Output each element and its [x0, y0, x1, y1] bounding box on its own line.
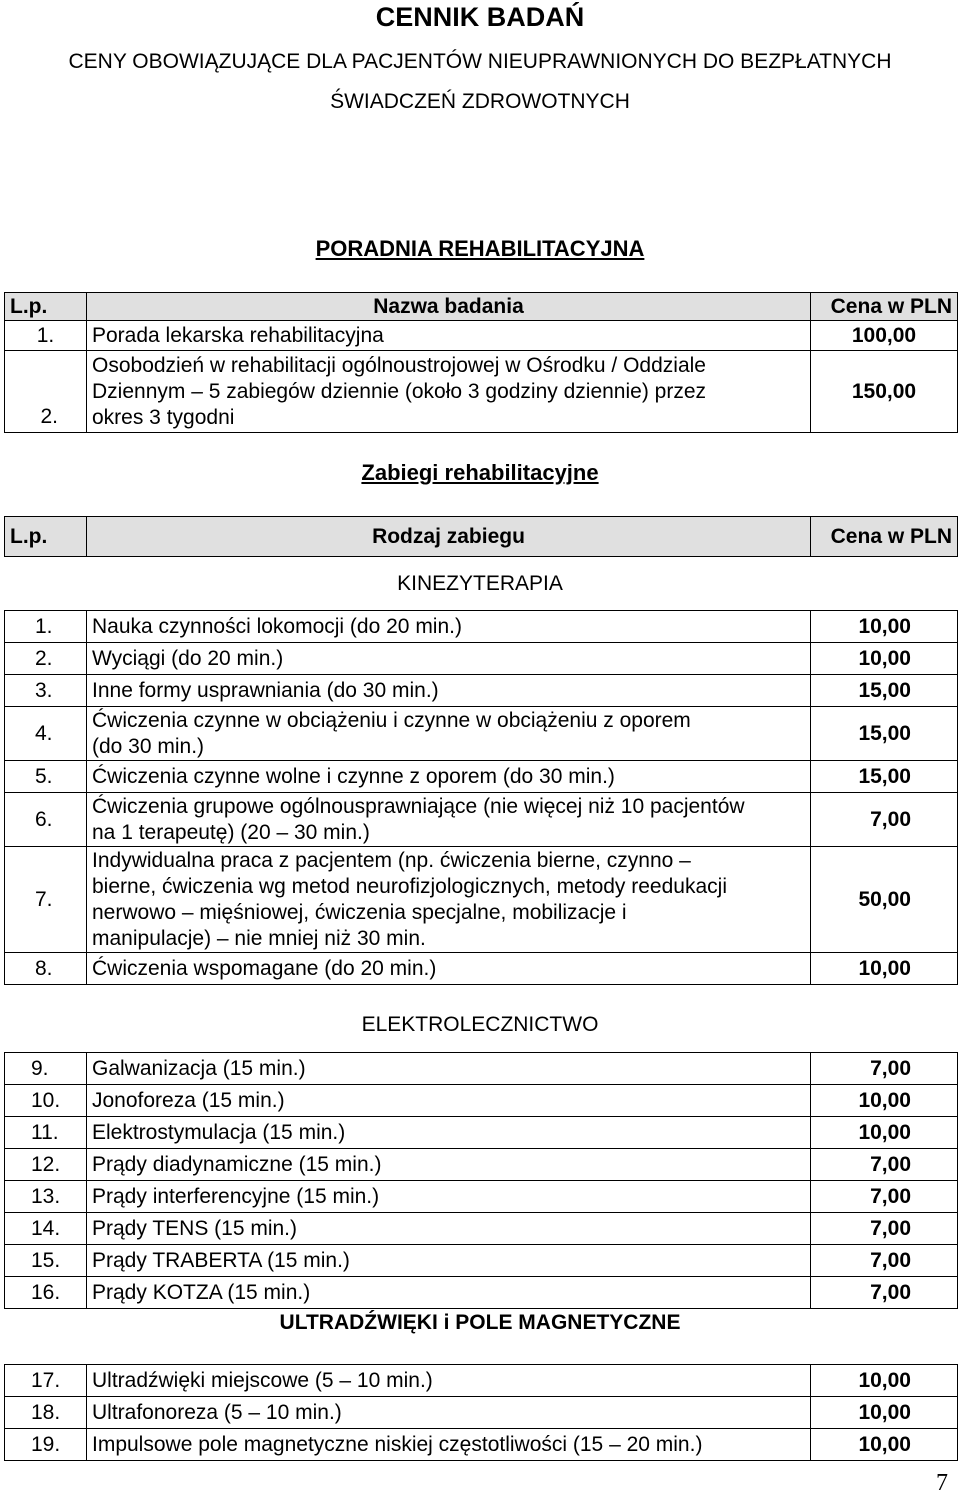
table-row — [5, 675, 958, 707]
row-name — [87, 351, 811, 433]
row-name-line: Inne formy usprawniania (do 30 min.) — [92, 678, 439, 702]
row-name-line: nerwowo – mięśniowej, ćwiczenia specjalne, mobilizacje i — [92, 900, 627, 924]
row-name-line: okres 3 tygodni — [92, 405, 235, 429]
row-lp: 13. — [5, 1181, 87, 1213]
row-name — [87, 1053, 811, 1085]
row-name-line: Dziennym – 5 zabiegów dziennie (około 3 godziny dziennie) przez — [92, 379, 707, 403]
header-lp: L.p. — [5, 517, 87, 557]
row-name-line: na 1 terapeutę) (20 – 30 min.) — [92, 820, 370, 844]
table-row — [5, 1149, 958, 1181]
row-name — [87, 1429, 811, 1461]
row-name — [87, 1365, 811, 1397]
row-name — [87, 793, 811, 847]
row-name-line: Prądy diadynamiczne (15 min.) — [92, 1152, 382, 1176]
row-name — [87, 1117, 811, 1149]
row-name — [87, 761, 811, 793]
table-row — [5, 1181, 958, 1213]
table-row — [5, 1429, 958, 1461]
row-name-line: manipulacje) – nie mniej niż 30 min. — [92, 926, 426, 950]
row-name-line: Prądy KOTZA (15 min.) — [92, 1280, 311, 1304]
table-row — [5, 1053, 958, 1085]
table-row — [5, 1213, 958, 1245]
row-name-line: Galwanizacja (15 min.) — [92, 1056, 306, 1080]
row-name — [87, 1213, 811, 1245]
table-row — [5, 847, 958, 953]
table-row — [5, 1397, 958, 1429]
kinezyterapia-table — [4, 610, 958, 985]
row-name-line: (do 30 min.) — [92, 734, 205, 758]
row-lp: 2. — [5, 643, 87, 675]
row-price: 15,00 — [811, 675, 958, 707]
row-price: 10,00 — [811, 1117, 958, 1149]
row-price: 150,00 — [811, 351, 958, 433]
table-row — [5, 953, 958, 985]
table-row — [5, 1277, 958, 1309]
row-price: 50,00 — [811, 847, 958, 953]
row-name-line: Ćwiczenia czynne w obciążeniu i czynne w obciążeniu z oporem — [92, 708, 691, 732]
row-price: 100,00 — [811, 321, 958, 351]
row-price: 7,00 — [811, 1213, 958, 1245]
row-price: 10,00 — [811, 953, 958, 985]
row-price: 15,00 — [811, 707, 958, 761]
subtitle-line-2: ŚWIADCZEŃ ZDROWOTNYCH — [330, 90, 630, 113]
header-price: Cena w PLN — [811, 517, 958, 557]
row-name-line: Prądy interferencyjne (15 min.) — [92, 1184, 380, 1208]
row-lp: 1. — [5, 321, 87, 351]
row-price: 7,00 — [811, 1053, 958, 1085]
ultradzwieki-title: ULTRADŹWIĘKI i POLE MAGNETYCZNE — [279, 1311, 681, 1334]
row-lp: 6. — [5, 793, 87, 847]
row-lp: 1. — [5, 611, 87, 643]
row-price: 7,00 — [811, 1149, 958, 1181]
zabiegi-header-table — [4, 516, 958, 557]
row-lp: 15. — [5, 1245, 87, 1277]
row-name — [87, 953, 811, 985]
poradnia-table — [4, 292, 958, 433]
table-row — [5, 761, 958, 793]
elektrolecznictwo-table — [4, 1052, 958, 1309]
row-name-line: Ćwiczenia czynne wolne i czynne z oporem (do 30 min.) — [92, 764, 615, 788]
row-price: 15,00 — [811, 761, 958, 793]
table-row — [5, 321, 958, 351]
row-name-line: Indywidualna praca z pacjentem (np. ćwiczenia bierne, czynno – — [92, 848, 691, 872]
table-row — [5, 1245, 958, 1277]
row-price: 10,00 — [811, 1365, 958, 1397]
row-lp: 7. — [5, 847, 87, 953]
table-header-row — [5, 517, 958, 557]
row-name — [87, 643, 811, 675]
row-lp: 11. — [5, 1117, 87, 1149]
row-name: Porada lekarska rehabilitacyjna — [87, 321, 811, 351]
row-lp: 2. — [5, 351, 87, 433]
row-name-line: bierne, ćwiczenia wg metod neurofizjologicznych, metody reedukacji — [92, 874, 727, 898]
table-row — [5, 707, 958, 761]
table-row — [5, 1365, 958, 1397]
row-name — [87, 1085, 811, 1117]
header-price: Cena w PLN — [811, 293, 958, 321]
table-row — [5, 351, 958, 433]
row-name-line: Ultrafonoreza (5 – 10 min.) — [92, 1400, 342, 1424]
row-name — [87, 611, 811, 643]
table-row — [5, 1117, 958, 1149]
row-name — [87, 1181, 811, 1213]
row-name-line: Prądy TENS (15 min.) — [92, 1216, 298, 1240]
row-price: 7,00 — [811, 793, 958, 847]
row-price: 7,00 — [811, 1181, 958, 1213]
row-name — [87, 1149, 811, 1181]
row-lp: 14. — [5, 1213, 87, 1245]
ultradzwieki-table — [4, 1364, 958, 1461]
row-name-line: Osobodzień w rehabilitacji ogólnoustrojowej w Ośrodku / Oddziale — [92, 353, 706, 377]
section-zabiegi-title: Zabiegi rehabilitacyjne — [361, 460, 599, 485]
table-row — [5, 1085, 958, 1117]
page-number: 7 — [936, 1470, 948, 1496]
row-name — [87, 707, 811, 761]
row-lp: 17. — [5, 1365, 87, 1397]
row-lp: 12. — [5, 1149, 87, 1181]
row-name — [87, 847, 811, 953]
row-lp: 19. — [5, 1429, 87, 1461]
row-name-line: Nauka czynności lokomocji (do 20 min.) — [92, 614, 462, 638]
row-lp: 18. — [5, 1397, 87, 1429]
row-lp: 8. — [5, 953, 87, 985]
row-price: 10,00 — [811, 1085, 958, 1117]
subtitle-line-1: CENY OBOWIĄZUJĄCE DLA PACJENTÓW NIEUPRAWNIONYCH DO BEZPŁATNYCH — [68, 50, 892, 73]
row-lp: 5. — [5, 761, 87, 793]
row-price: 10,00 — [811, 611, 958, 643]
row-price: 10,00 — [811, 643, 958, 675]
row-name — [87, 1277, 811, 1309]
row-name-line: Impulsowe pole magnetyczne niskiej częstotliwości (15 – 20 min.) — [92, 1432, 703, 1456]
section-poradnia-title: PORADNIA REHABILITACYJNA — [315, 236, 645, 261]
row-price: 7,00 — [811, 1245, 958, 1277]
row-name — [87, 1397, 811, 1429]
table-row — [5, 643, 958, 675]
row-price: 7,00 — [811, 1277, 958, 1309]
row-name-line: Prądy TRABERTA (15 min.) — [92, 1248, 350, 1272]
row-lp: 4. — [5, 707, 87, 761]
row-price: 10,00 — [811, 1397, 958, 1429]
row-lp: 3. — [5, 675, 87, 707]
row-name-line: Ćwiczenia grupowe ogólnousprawniające (nie więcej niż 10 pacjentów — [92, 794, 745, 818]
row-name — [87, 675, 811, 707]
table-row — [5, 611, 958, 643]
header-name: Rodzaj zabiegu — [87, 517, 811, 557]
row-name — [87, 1245, 811, 1277]
row-name-line: Elektrostymulacja (15 min.) — [92, 1120, 346, 1144]
row-name-line: Ultradźwięki miejscowe (5 – 10 min.) — [92, 1368, 433, 1392]
row-lp: 9. — [5, 1053, 87, 1085]
header-name: Nazwa badania — [87, 293, 811, 321]
row-name-line: Jonoforeza (15 min.) — [92, 1088, 285, 1112]
page-title: CENNIK BADAŃ — [375, 2, 585, 32]
row-lp: 16. — [5, 1277, 87, 1309]
header-lp: L.p. — [5, 293, 87, 321]
row-name-line: Wyciągi (do 20 min.) — [92, 646, 284, 670]
table-row — [5, 793, 958, 847]
row-price: 10,00 — [811, 1429, 958, 1461]
table-header-row — [5, 293, 958, 321]
row-lp: 10. — [5, 1085, 87, 1117]
row-name-line: Ćwiczenia wspomagane (do 20 min.) — [92, 956, 437, 980]
kinezyterapia-title: KINEZYTERAPIA — [397, 572, 563, 595]
elektrolecznictwo-title: ELEKTROLECZNICTWO — [361, 1013, 599, 1036]
